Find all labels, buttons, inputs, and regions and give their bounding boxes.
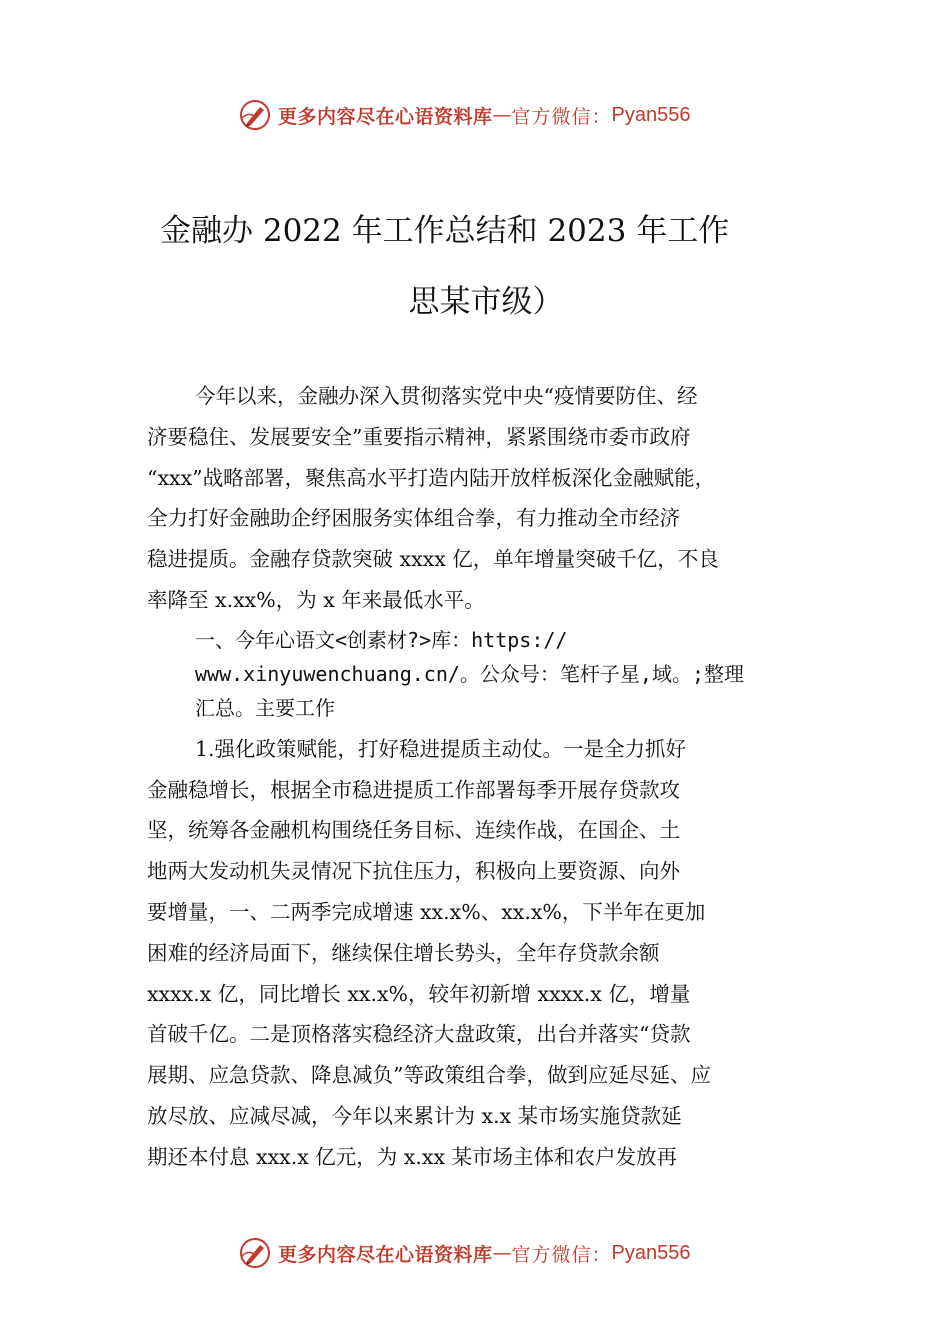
- banner-dash: —: [492, 1242, 512, 1264]
- body-line: 坚，统筹各金融机构围绕任务目标、连续作战，在国企、土: [147, 818, 680, 843]
- banner-text: 更多内容尽在心语资料库: [278, 1243, 493, 1266]
- document-title-line1: 金融办 2022 年工作总结和 2023 年工作: [160, 213, 730, 249]
- body-line: 期还本付息 xxx.x 亿元，为 x.xx 某市场主体和农户发放再: [147, 1144, 678, 1169]
- body-line: 稳进提质。金融存贷款突破 xxxx 亿，单年增量突破千亿，不良: [147, 547, 719, 572]
- section-heading-line: 汇总。主要工作: [195, 695, 335, 720]
- body-line: 今年以来，金融办深入贯彻落实党中央“疫情要防住、经: [195, 384, 698, 408]
- body-line: 金融稳增长，根据全市稳进提质工作部署每季开展存贷款攻: [147, 777, 680, 802]
- pen-logo-icon: [238, 1236, 272, 1270]
- banner-wechat-label: 官方微信：: [511, 1243, 612, 1266]
- body-line: 要增量，一、二两季完成增速 xx.x%、xx.x%，下半年在更加: [147, 899, 706, 924]
- document-title-line2: 思某市级）: [408, 284, 564, 320]
- body-line: 1.强化政策赋能，打好稳进提质主动仗。一是全力抓好: [195, 736, 687, 761]
- body-line: 率降至 x.xx%，为 x 年来最低水平。: [147, 587, 485, 612]
- banner-wechat-id: Pyan556: [611, 1241, 691, 1264]
- pen-logo-icon: [238, 98, 272, 132]
- body-line: 地两大发动机失灵情况下抗住压力，积极向上要资源、向外: [147, 859, 680, 884]
- section-heading-line: www.xinyuwenchuang.cn/。公众号：笔杆子星,域。;整理: [195, 661, 744, 686]
- body-line: 全力打好金融助企纾困服务实体组合拳，有力推动全市经济: [147, 506, 680, 531]
- body-line: “xxx”战略部署，聚焦高水平打造内陆开放样板深化金融赋能，: [147, 465, 716, 490]
- banner-text: 更多内容尽在心语资料库: [278, 105, 493, 128]
- section-heading-line: 一、今年心语文<创素材?>库：https://: [195, 627, 568, 652]
- banner-wechat-label: 官方微信：: [511, 105, 612, 128]
- document-body: [147, 376, 837, 1178]
- body-line: 困难的经济局面下，继续保住增长势头，全年存贷款余额: [147, 940, 660, 965]
- body-line: 首破千亿。二是顶格落实稳经济大盘政策，出台并落实“贷款: [147, 1022, 691, 1047]
- banner-dash: —: [492, 104, 512, 126]
- body-line: 放尽放、应减尽减，今年以来累计为 x.x 某市场实施贷款延: [147, 1103, 682, 1128]
- footer-banner: [238, 1233, 738, 1273]
- header-banner: [238, 95, 738, 135]
- banner-wechat-id: Pyan556: [611, 103, 691, 126]
- body-line: xxxx.x 亿，同比增长 xx.x%，较年初新增 xxxx.x 亿，增量: [147, 981, 691, 1006]
- body-line: 济要稳住、发展要安全”重要指示精神，紧紧围绕市委市政府: [147, 424, 691, 449]
- body-line: 展期、应急贷款、降息减负”等政策组合拳，做到应延尽延、应: [147, 1063, 711, 1088]
